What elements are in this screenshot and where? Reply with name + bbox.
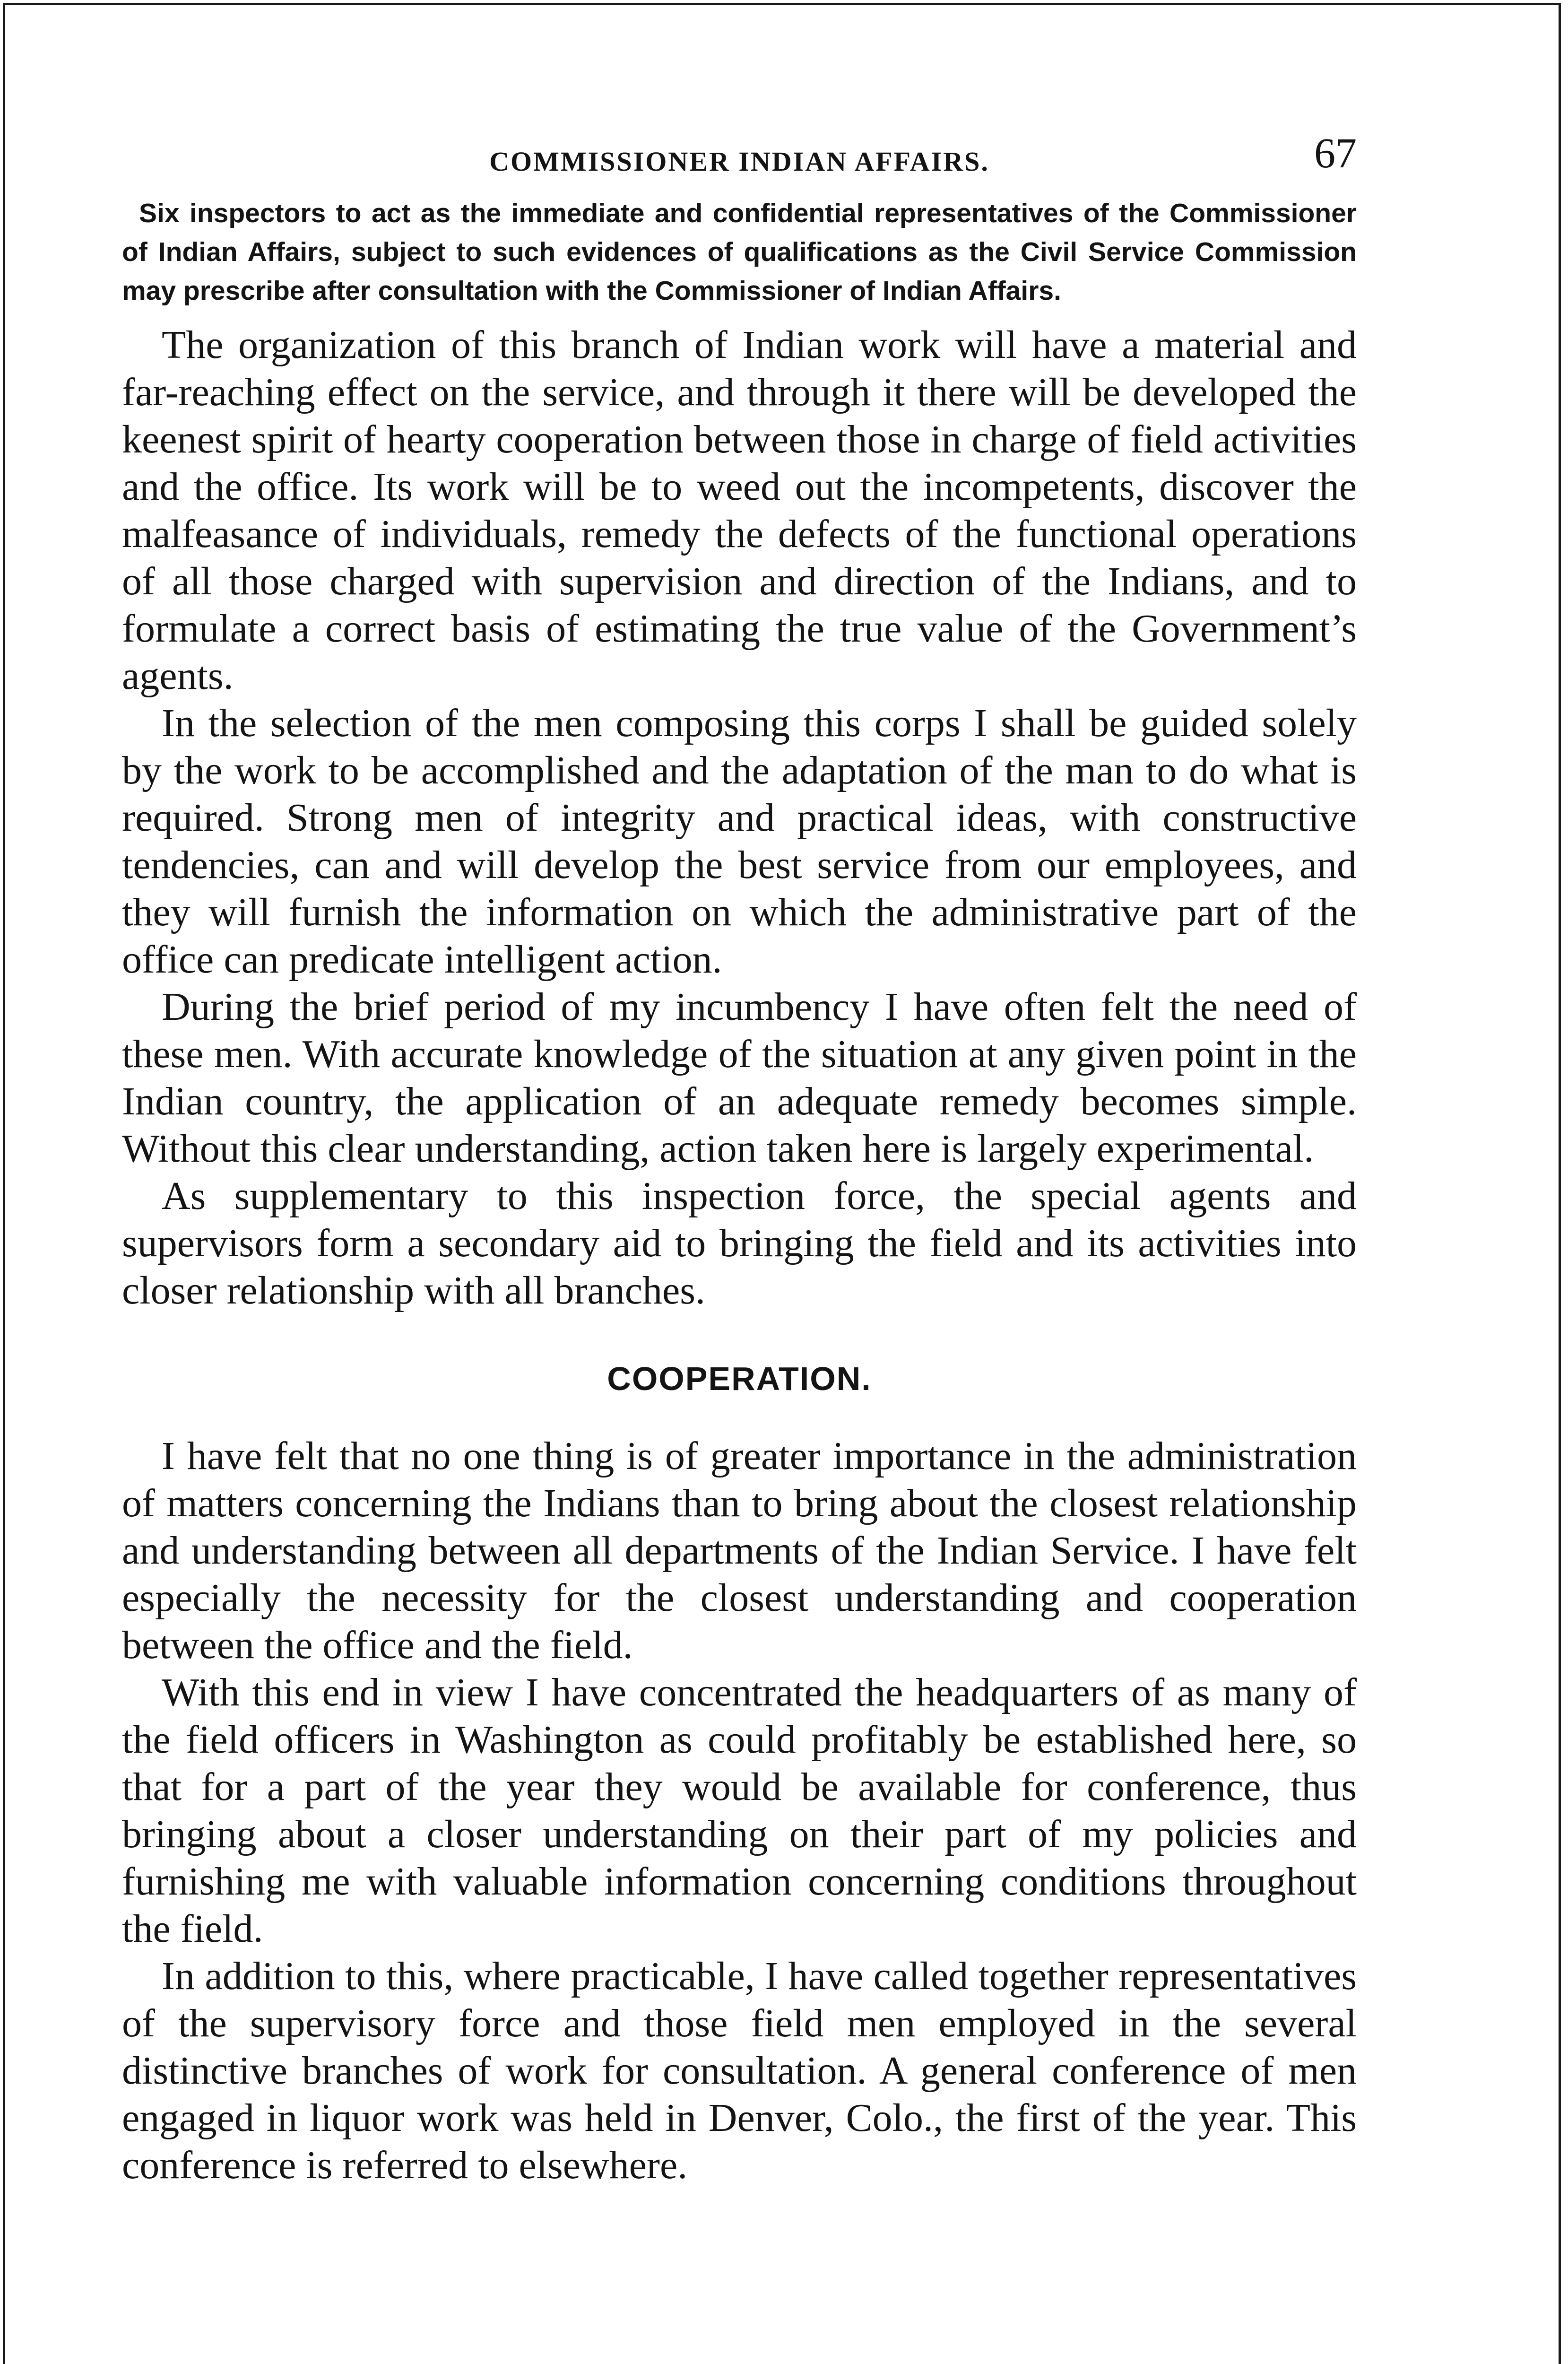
paragraph-cooperation-conference: In addition to this, where practicable, I have called together representatives of the supervisory force and those field men employed in the several distinctive branches of work for consultation. A general conference of men engaged in liquor work was held in Denver, Colo., the first of the year. This conference is referred to elsewhere. (122, 1954, 1357, 2187)
paragraph-cooperation-headquarters: With this end in view I have concentrated the headquarters of as many of the field officers in Washington as could profitably be established here, so that for a part of the year they would be available for conference, thus bringing about a closer understanding on their part of my policies and furnishing me with valuable information concerning conditions throughout the field. (122, 1670, 1357, 1951)
page-number: 67 (1314, 130, 1357, 177)
paragraph-incumbency: During the brief period of my incumbency I have often felt the need of these men. With accurate knowledge of the situation at any given point in the Indian country, the application of an adequate remedy becomes simple. Without this clear understanding, action taken here is largely experimental. (122, 985, 1357, 1171)
paragraph-cooperation-importance: I have felt that no one thing is of greater importance in the administration of matters concerning the Indians than to bring about the closest relationship and understanding between all departments of the Indian Service. I have felt especially the necessity for the closest understanding and cooperation between the office and the field. (122, 1434, 1357, 1667)
inspectors-note: Six inspectors to act as the immediate and confidential representatives of the Commissioner of Indian Affairs, subject to such evidences of qualifications as the Civil Service Commission may prescribe after consultation with the Commissioner of Indian Affairs. (122, 198, 1357, 306)
section-heading-cooperation: COOPERATION. (607, 1360, 872, 1397)
page-content (122, 128, 1357, 2189)
paragraph-selection: In the selection of the men composing this corps I shall be guided solely by the work to be accomplished and the adaptation of the man to do what is required. Strong men of integrity and practical ideas, with constructive tendencies, can and will develop the best service from our employees, and they will furnish the information on which the administrative part of the office can predicate intelligent action. (122, 701, 1357, 982)
running-title: COMMISSIONER INDIAN AFFAIRS. (489, 146, 989, 177)
paragraph-supplementary: As supplementary to this inspection force, the special agents and supervisors form a secondary aid to bringing the field and its activities into closer relationship with all branches. (122, 1174, 1357, 1312)
main-body (122, 322, 1357, 1314)
running-header (122, 128, 1357, 194)
cooperation-body (122, 1433, 1357, 2189)
paragraph-organization: The organization of this branch of Indian work will have a material and far-reaching effect on the service, and through it there will be developed the keenest spirit of hearty cooperation between those in charge of field activities and the office. Its work will be to weed out the incompetents, discover the malfeasance of individuals, remedy the defects of the functional operations of all those charged with supervision and direction of the Indians, and to formulate a correct basis of estimating the true value of the Government’s agents. (122, 323, 1357, 698)
